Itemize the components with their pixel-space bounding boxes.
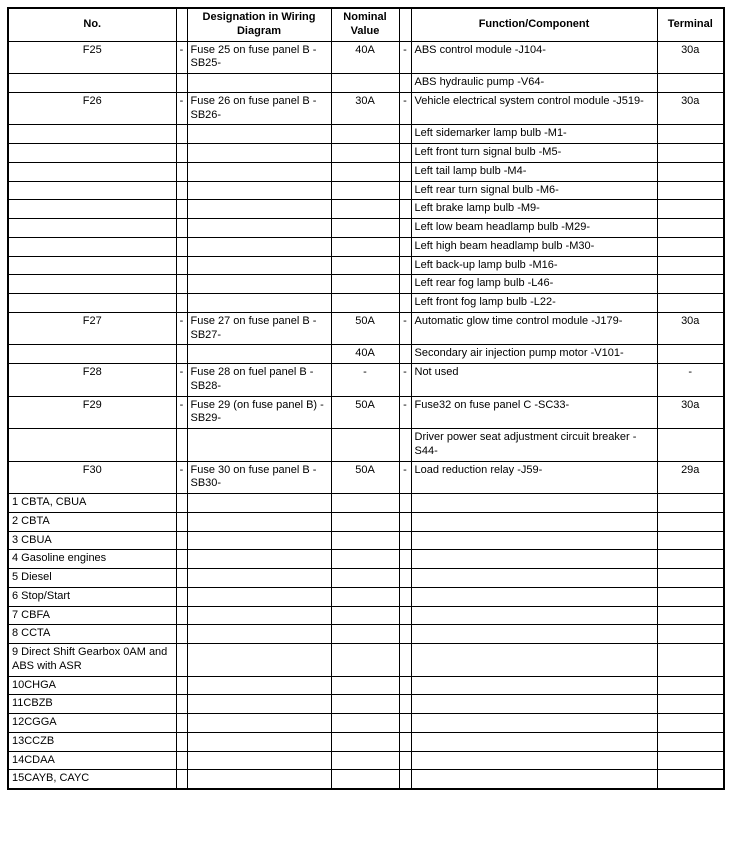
cell-sep: - (176, 312, 187, 345)
cell-designation (187, 695, 331, 714)
cell-terminal: 30a (657, 312, 724, 345)
cell-nominal-value (331, 429, 399, 462)
cell-sep (176, 606, 187, 625)
cell-no: 2 CBTA (8, 512, 176, 531)
cell-sep (399, 751, 411, 770)
header-nominal-value: Nominal Value (331, 8, 399, 41)
cell-terminal (657, 256, 724, 275)
cell-sep: - (399, 396, 411, 429)
cell-no: 13CCZB (8, 732, 176, 751)
cell-designation (187, 550, 331, 569)
table-row (8, 237, 724, 256)
cell-designation (187, 751, 331, 770)
cell-sep (399, 200, 411, 219)
note-row (8, 676, 724, 695)
note-row (8, 625, 724, 644)
cell-function-component (411, 625, 657, 644)
cell-terminal: 30a (657, 92, 724, 125)
cell-no: 1 CBTA, CBUA (8, 494, 176, 513)
cell-sep (399, 345, 411, 364)
cell-designation (187, 345, 331, 364)
cell-function-component: Driver power seat adjustment circuit breaker -S44- (411, 429, 657, 462)
note-row (8, 714, 724, 733)
cell-no: 5 Diesel (8, 569, 176, 588)
cell-no (8, 294, 176, 313)
cell-sep (399, 770, 411, 789)
cell-sep (176, 644, 187, 677)
cell-nominal-value (331, 237, 399, 256)
cell-sep (399, 494, 411, 513)
cell-no: F26 (8, 92, 176, 125)
cell-terminal (657, 569, 724, 588)
cell-designation (187, 200, 331, 219)
cell-terminal (657, 714, 724, 733)
cell-sep: - (399, 312, 411, 345)
note-row (8, 494, 724, 513)
cell-function-component (411, 494, 657, 513)
cell-sep (176, 144, 187, 163)
cell-sep (399, 587, 411, 606)
cell-nominal-value: 50A (331, 461, 399, 494)
cell-no (8, 200, 176, 219)
cell-sep (399, 569, 411, 588)
note-row (8, 770, 724, 789)
cell-sep (399, 429, 411, 462)
cell-sep (399, 714, 411, 733)
cell-terminal (657, 550, 724, 569)
cell-sep (399, 74, 411, 93)
cell-sep (176, 125, 187, 144)
cell-nominal-value (331, 550, 399, 569)
header-designation: Designation in Wiring Diagram (187, 8, 331, 41)
cell-nominal-value: - (331, 364, 399, 397)
cell-terminal (657, 751, 724, 770)
cell-sep (176, 751, 187, 770)
table-row (8, 41, 724, 74)
cell-no (8, 144, 176, 163)
cell-function-component: Left brake lamp bulb -M9- (411, 200, 657, 219)
table-row (8, 144, 724, 163)
cell-no: 3 CBUA (8, 531, 176, 550)
cell-designation (187, 181, 331, 200)
cell-nominal-value (331, 200, 399, 219)
cell-function-component (411, 587, 657, 606)
cell-no (8, 74, 176, 93)
table-row (8, 200, 724, 219)
cell-terminal (657, 587, 724, 606)
cell-no (8, 219, 176, 238)
cell-sep (176, 587, 187, 606)
cell-sep (399, 531, 411, 550)
cell-sep: - (176, 364, 187, 397)
cell-nominal-value (331, 751, 399, 770)
cell-terminal (657, 625, 724, 644)
cell-sep (399, 512, 411, 531)
note-row (8, 550, 724, 569)
cell-terminal (657, 494, 724, 513)
table-row (8, 345, 724, 364)
cell-terminal (657, 512, 724, 531)
cell-sep (399, 237, 411, 256)
cell-sep (399, 275, 411, 294)
cell-nominal-value (331, 219, 399, 238)
cell-terminal (657, 144, 724, 163)
table-row (8, 181, 724, 200)
cell-terminal: 29a (657, 461, 724, 494)
cell-designation (187, 676, 331, 695)
table-row (8, 312, 724, 345)
cell-sep (399, 676, 411, 695)
cell-sep (176, 695, 187, 714)
cell-no (8, 256, 176, 275)
cell-terminal (657, 294, 724, 313)
cell-function-component: Left rear turn signal bulb -M6- (411, 181, 657, 200)
cell-no (8, 125, 176, 144)
cell-sep (176, 676, 187, 695)
cell-no: 12CGGA (8, 714, 176, 733)
cell-no: 10CHGA (8, 676, 176, 695)
cell-terminal: - (657, 364, 724, 397)
cell-function-component: ABS hydraulic pump -V64- (411, 74, 657, 93)
cell-sep (176, 181, 187, 200)
cell-function-component: Left low beam headlamp bulb -M29- (411, 219, 657, 238)
cell-terminal: 30a (657, 41, 724, 74)
cell-sep (176, 219, 187, 238)
cell-no: F28 (8, 364, 176, 397)
table-row (8, 429, 724, 462)
header-sep-2 (399, 8, 411, 41)
cell-function-component (411, 569, 657, 588)
cell-designation (187, 569, 331, 588)
cell-designation: Fuse 30 on fuse panel B -SB30- (187, 461, 331, 494)
cell-terminal (657, 531, 724, 550)
cell-function-component (411, 732, 657, 751)
cell-no: 7 CBFA (8, 606, 176, 625)
cell-nominal-value (331, 494, 399, 513)
cell-sep (176, 732, 187, 751)
cell-sep (176, 550, 187, 569)
table-row (8, 219, 724, 238)
cell-nominal-value (331, 275, 399, 294)
cell-terminal (657, 219, 724, 238)
cell-sep (176, 714, 187, 733)
table-row (8, 92, 724, 125)
cell-designation (187, 512, 331, 531)
cell-sep (399, 181, 411, 200)
cell-sep (399, 144, 411, 163)
cell-designation (187, 429, 331, 462)
cell-no (8, 275, 176, 294)
cell-designation (187, 125, 331, 144)
cell-sep (176, 237, 187, 256)
header-function-component: Function/Component (411, 8, 657, 41)
cell-terminal (657, 732, 724, 751)
table-row (8, 461, 724, 494)
cell-nominal-value (331, 125, 399, 144)
cell-nominal-value (331, 732, 399, 751)
cell-nominal-value (331, 294, 399, 313)
cell-no: 11CBZB (8, 695, 176, 714)
cell-no: F25 (8, 41, 176, 74)
note-row (8, 644, 724, 677)
cell-no: 14CDAA (8, 751, 176, 770)
header-row (8, 8, 724, 41)
cell-no (8, 181, 176, 200)
cell-terminal (657, 181, 724, 200)
cell-sep (399, 162, 411, 181)
cell-function-component: Left tail lamp bulb -M4- (411, 162, 657, 181)
cell-designation (187, 606, 331, 625)
cell-function-component (411, 695, 657, 714)
cell-sep: - (399, 364, 411, 397)
cell-function-component: Left high beam headlamp bulb -M30- (411, 237, 657, 256)
cell-sep (176, 200, 187, 219)
cell-designation (187, 732, 331, 751)
cell-function-component: Secondary air injection pump motor -V101- (411, 345, 657, 364)
cell-nominal-value (331, 162, 399, 181)
cell-designation (187, 770, 331, 789)
cell-sep: - (399, 461, 411, 494)
cell-terminal: 30a (657, 396, 724, 429)
cell-sep (176, 429, 187, 462)
cell-designation: Fuse 25 on fuse panel B -SB25- (187, 41, 331, 74)
cell-sep (176, 512, 187, 531)
cell-sep (399, 644, 411, 677)
note-row (8, 569, 724, 588)
cell-sep (399, 625, 411, 644)
cell-designation (187, 587, 331, 606)
cell-terminal (657, 125, 724, 144)
cell-function-component: Left front turn signal bulb -M5- (411, 144, 657, 163)
cell-designation (187, 237, 331, 256)
header-terminal: Terminal (657, 8, 724, 41)
note-row (8, 606, 724, 625)
cell-function-component (411, 550, 657, 569)
cell-sep: - (176, 461, 187, 494)
note-row (8, 512, 724, 531)
cell-designation (187, 219, 331, 238)
cell-sep (176, 345, 187, 364)
cell-nominal-value (331, 676, 399, 695)
cell-nominal-value (331, 512, 399, 531)
cell-function-component (411, 676, 657, 695)
cell-function-component (411, 751, 657, 770)
cell-no: F27 (8, 312, 176, 345)
cell-designation (187, 144, 331, 163)
table-row (8, 162, 724, 181)
cell-no: F29 (8, 396, 176, 429)
cell-designation (187, 644, 331, 677)
cell-sep (399, 550, 411, 569)
cell-function-component (411, 531, 657, 550)
cell-sep (399, 606, 411, 625)
cell-no (8, 429, 176, 462)
cell-sep (176, 625, 187, 644)
cell-nominal-value (331, 144, 399, 163)
cell-terminal (657, 162, 724, 181)
cell-no: 9 Direct Shift Gearbox 0AM and ABS with ASR (8, 644, 176, 677)
table-row (8, 396, 724, 429)
cell-nominal-value: 50A (331, 312, 399, 345)
note-row (8, 751, 724, 770)
cell-terminal (657, 770, 724, 789)
cell-sep (176, 494, 187, 513)
note-row (8, 695, 724, 714)
cell-no: F30 (8, 461, 176, 494)
cell-designation (187, 162, 331, 181)
cell-nominal-value (331, 770, 399, 789)
cell-terminal (657, 676, 724, 695)
note-row (8, 531, 724, 550)
cell-no: 15CAYB, CAYC (8, 770, 176, 789)
cell-designation: Fuse 26 on fuse panel B -SB26- (187, 92, 331, 125)
cell-function-component (411, 512, 657, 531)
cell-terminal (657, 429, 724, 462)
cell-function-component (411, 714, 657, 733)
cell-designation: Fuse 27 on fuse panel B -SB27- (187, 312, 331, 345)
cell-designation (187, 494, 331, 513)
cell-nominal-value (331, 569, 399, 588)
cell-function-component: Left front fog lamp bulb -L22- (411, 294, 657, 313)
cell-nominal-value (331, 256, 399, 275)
table-row (8, 364, 724, 397)
cell-designation (187, 74, 331, 93)
header-no: No. (8, 8, 176, 41)
cell-sep (176, 294, 187, 313)
cell-nominal-value: 30A (331, 92, 399, 125)
cell-terminal (657, 345, 724, 364)
cell-designation (187, 531, 331, 550)
cell-nominal-value: 40A (331, 41, 399, 74)
cell-designation (187, 714, 331, 733)
cell-function-component: ABS control module -J104- (411, 41, 657, 74)
cell-function-component (411, 606, 657, 625)
cell-designation (187, 275, 331, 294)
cell-terminal (657, 237, 724, 256)
cell-designation (187, 256, 331, 275)
cell-function-component (411, 644, 657, 677)
cell-nominal-value: 40A (331, 345, 399, 364)
cell-sep (399, 256, 411, 275)
cell-sep: - (399, 41, 411, 74)
header-sep-1 (176, 8, 187, 41)
cell-function-component: Vehicle electrical system control module -J519- (411, 92, 657, 125)
cell-terminal (657, 200, 724, 219)
cell-nominal-value (331, 625, 399, 644)
cell-sep (399, 294, 411, 313)
cell-sep: - (399, 92, 411, 125)
table-row (8, 125, 724, 144)
cell-function-component: Left back-up lamp bulb -M16- (411, 256, 657, 275)
cell-no (8, 237, 176, 256)
cell-nominal-value (331, 587, 399, 606)
cell-sep: - (176, 41, 187, 74)
cell-function-component: Fuse32 on fuse panel C -SC33- (411, 396, 657, 429)
table-row (8, 74, 724, 93)
cell-function-component: Left sidemarker lamp bulb -M1- (411, 125, 657, 144)
cell-no: 6 Stop/Start (8, 587, 176, 606)
cell-sep (399, 732, 411, 751)
note-row (8, 732, 724, 751)
fuse-assignment-table (7, 7, 725, 790)
cell-sep (176, 275, 187, 294)
cell-nominal-value (331, 74, 399, 93)
cell-terminal (657, 74, 724, 93)
cell-sep (176, 770, 187, 789)
cell-terminal (657, 644, 724, 677)
cell-terminal (657, 275, 724, 294)
cell-sep (176, 531, 187, 550)
cell-sep (176, 569, 187, 588)
cell-terminal (657, 695, 724, 714)
cell-designation: Fuse 29 (on fuse panel B) -SB29- (187, 396, 331, 429)
cell-designation (187, 625, 331, 644)
cell-function-component (411, 770, 657, 789)
cell-sep: - (176, 92, 187, 125)
cell-function-component: Load reduction relay -J59- (411, 461, 657, 494)
cell-sep (176, 256, 187, 275)
cell-sep (176, 74, 187, 93)
table-row (8, 275, 724, 294)
table-row (8, 256, 724, 275)
cell-terminal (657, 606, 724, 625)
cell-no (8, 345, 176, 364)
cell-nominal-value (331, 714, 399, 733)
cell-no: 8 CCTA (8, 625, 176, 644)
cell-sep (399, 695, 411, 714)
cell-sep (399, 125, 411, 144)
cell-no: 4 Gasoline engines (8, 550, 176, 569)
cell-function-component: Not used (411, 364, 657, 397)
cell-function-component: Left rear fog lamp bulb -L46- (411, 275, 657, 294)
cell-no (8, 162, 176, 181)
cell-nominal-value: 50A (331, 396, 399, 429)
cell-sep: - (176, 396, 187, 429)
cell-designation: Fuse 28 on fuel panel B -SB28- (187, 364, 331, 397)
cell-nominal-value (331, 181, 399, 200)
cell-nominal-value (331, 606, 399, 625)
cell-nominal-value (331, 695, 399, 714)
cell-designation (187, 294, 331, 313)
cell-sep (176, 162, 187, 181)
cell-function-component: Automatic glow time control module -J179- (411, 312, 657, 345)
table-row (8, 294, 724, 313)
cell-sep (399, 219, 411, 238)
cell-nominal-value (331, 644, 399, 677)
table-body (8, 41, 724, 789)
cell-nominal-value (331, 531, 399, 550)
note-row (8, 587, 724, 606)
table-header (8, 8, 724, 41)
